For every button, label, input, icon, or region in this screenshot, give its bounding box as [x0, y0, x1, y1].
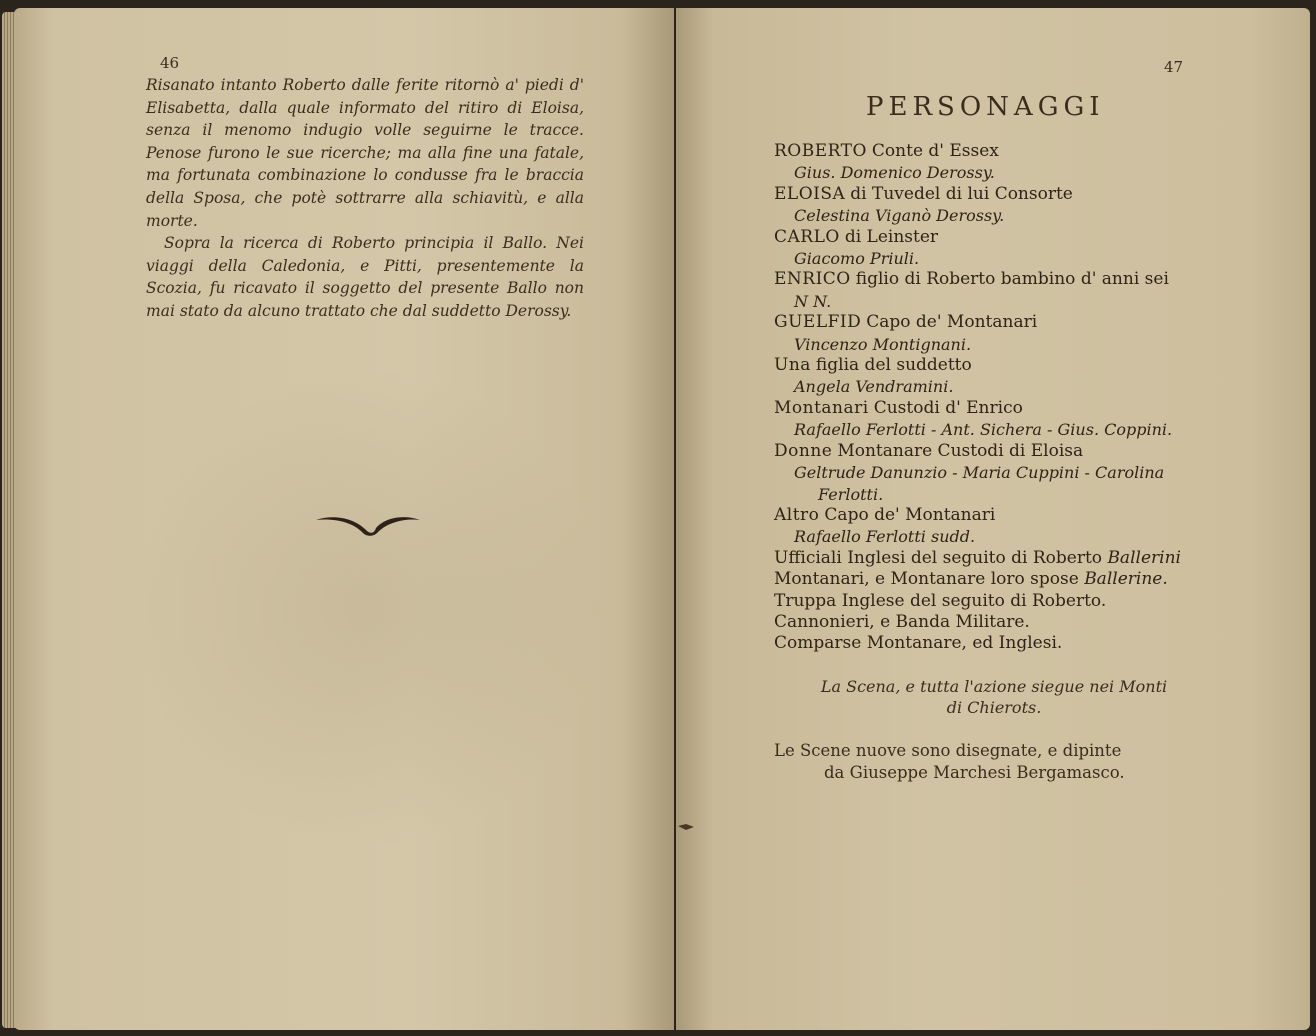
scenery-credit: [774, 740, 1214, 784]
flourish-ornament-icon: [314, 508, 422, 538]
cast-actor-continued: Ferlotti.: [818, 484, 884, 504]
cast-role: GUELFID Capo de' Montanari: [774, 312, 1038, 333]
scenery-line: da Giuseppe Marchesi Bergamasco.: [824, 763, 1125, 782]
page-title: PERSONAGGI: [866, 92, 1105, 122]
scene-note-line: La Scena, e tutta l'azione siegue nei Monti: [820, 677, 1168, 696]
paper-stain: [134, 368, 604, 848]
narrative-paragraph: Risanato intanto Roberto dalle ferite ritornò a' piedi d' Elisabetta, dalla quale informato del ritiro di Eloisa, senza il menomo indugio volle seguirne le tracce. Penose furono le sue ricerche; ma alla fine una fatale, ma fortunata combinazione lo condusse fra le braccia della Sposa, che potè sottrarre alla schiavitù, e alla morte.: [146, 76, 584, 230]
cast-role: ELOISA di Tuvedel di lui Consorte: [774, 183, 1073, 204]
right-page-number: 47: [1164, 58, 1184, 76]
left-page-number: 46: [160, 54, 180, 72]
cast-actor: Geltrude Danunzio - Maria Cuppini - Carolina: [794, 463, 1165, 483]
cast-actor: Vincenzo Montignani.: [794, 334, 972, 354]
narrative-paragraph: Sopra la ricerca di Roberto principia il Ballo. Nei viaggi della Caledonia, e Pitti, presentemente la Scozia, fu ricavato il soggetto del presente Ballo non mai stato da alcuno trattato che dal suddetto Derossy.: [146, 234, 584, 320]
ensemble-line: Comparse Montanare, ed Inglesi.: [774, 633, 1063, 654]
ensemble-line: Cannonieri, e Banda Militare.: [774, 611, 1030, 632]
cast-role: Montanari Custodi d' Enrico: [774, 397, 1023, 418]
cast-role: Una figlia del suddetto: [774, 355, 972, 376]
cast-role: Altro Capo de' Montanari: [774, 504, 996, 525]
left-page: [14, 8, 674, 1030]
cast-actor: Giacomo Priuli.: [794, 249, 920, 269]
scene-note-line: di Chierots.: [946, 698, 1042, 717]
cast-role: Donne Montanare Custodi di Eloisa: [774, 440, 1084, 461]
cast-actor: N N.: [794, 291, 832, 311]
cast-role: CARLO di Leinster: [774, 226, 939, 247]
ensemble-line: Ufficiali Inglesi del seguito di Roberto Ballerini: [774, 547, 1181, 568]
scenery-line: Le Scene nuove sono disegnate, e dipinte: [774, 741, 1122, 760]
cast-actor: Rafaello Ferlotti - Ant. Sichera - Gius. Coppini.: [794, 420, 1173, 440]
binding-thread-icon: [676, 820, 696, 834]
cast-role: ROBERTO Conte d' Essex: [774, 141, 999, 161]
cast-actor: Angela Vendramini.: [794, 377, 954, 397]
narrative-text: [146, 74, 584, 323]
scene-note: [774, 676, 1214, 718]
cast-actor: Gius. Domenico Derossy.: [794, 163, 995, 183]
cast-role: ENRICO figlio di Roberto bambino d' anni sei: [774, 269, 1169, 290]
ensemble-line: Truppa Inglese del seguito di Roberto.: [774, 590, 1107, 611]
cast-list: [774, 141, 1214, 655]
ensemble-line: Montanari, e Montanare loro spose Ballerine.: [774, 569, 1168, 590]
cast-actor: Celestina Viganò Derossy.: [794, 206, 1005, 226]
right-page: [676, 8, 1310, 1030]
cast-actor: Rafaello Ferlotti sudd.: [794, 527, 976, 547]
